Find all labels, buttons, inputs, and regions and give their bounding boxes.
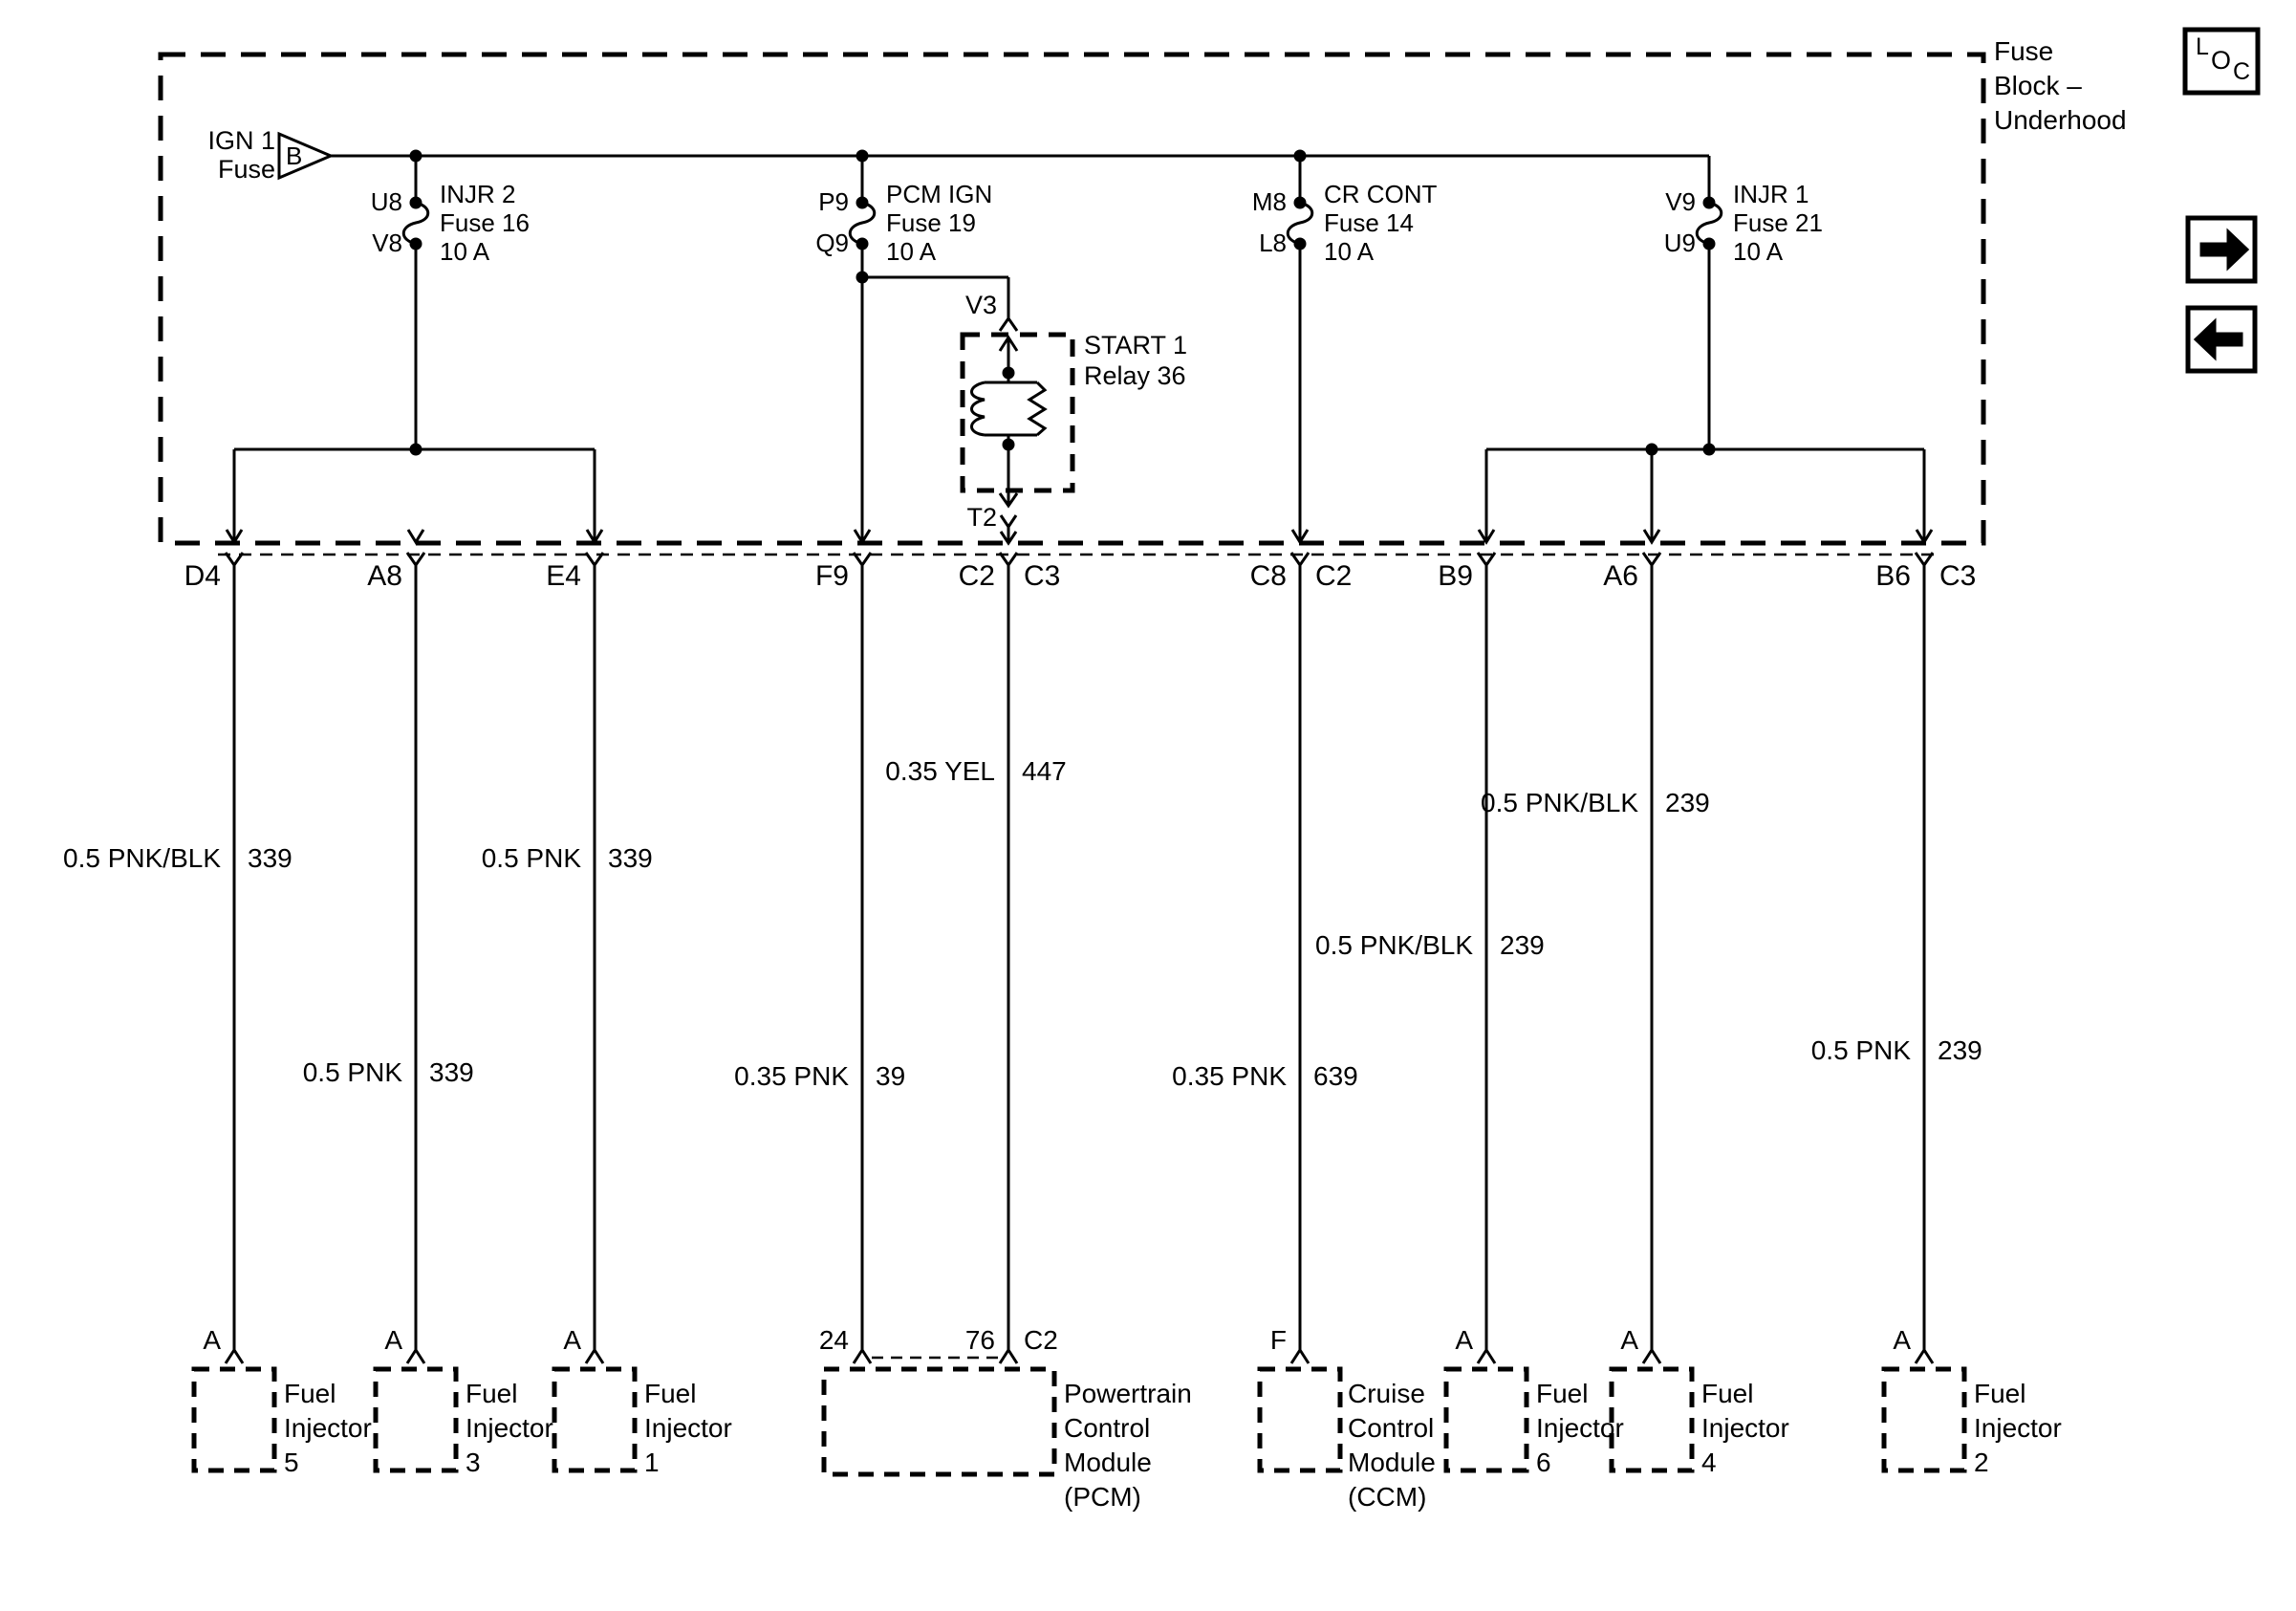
fuse-injr1-bottom-terminal: U9 <box>1663 229 1696 257</box>
fuse-injr1-number: Fuse 21 <box>1733 208 1823 237</box>
circuit-wires <box>234 565 1924 1350</box>
relay-name-line2: Relay 36 <box>1084 361 1186 390</box>
fuse-injr2-name: INJR 2 <box>440 180 516 208</box>
connector-label-c2-right: C2 <box>1315 560 1353 592</box>
wire-circuit-d4: 339 <box>248 843 292 873</box>
label-line: Fuel <box>644 1379 697 1408</box>
wire-circuit-b9: 239 <box>1500 930 1545 960</box>
wire-circuit-yel: 447 <box>1022 756 1067 786</box>
wire-circuit-c8: 639 <box>1313 1061 1358 1091</box>
pcm-box <box>824 1369 1054 1474</box>
wire-circuit-f9: 39 <box>876 1061 906 1091</box>
wire-circuit-a6: 239 <box>1665 788 1710 817</box>
fuel-injector-1-box <box>554 1369 635 1470</box>
label-line: Control <box>1064 1413 1151 1443</box>
label-line: Injector <box>644 1413 732 1443</box>
fuel-injector-5-label <box>284 1377 372 1480</box>
wire-spec-f9: 0.35 PNK <box>734 1061 849 1091</box>
power-feed-terminal: B <box>286 142 303 170</box>
pin-pcm-24: 24 <box>818 1325 849 1355</box>
fuel-injector-6-label <box>1536 1377 1624 1480</box>
connector-label-a6: A6 <box>1603 560 1638 592</box>
wire-spec-a6: 0.5 PNK/BLK <box>1481 788 1638 817</box>
prev-page-button[interactable] <box>2188 308 2255 371</box>
fuse-cr-cont-number: Fuse 14 <box>1324 208 1414 237</box>
relay-bottom-connector-label: T2 <box>966 503 997 532</box>
fuel-injector-6-box <box>1446 1369 1527 1470</box>
fuse-block-label-line1: Fuse <box>1994 36 2054 66</box>
pcm-label <box>1064 1377 1192 1514</box>
label-line: Injector <box>1701 1413 1789 1443</box>
fuse-injr2-symbol <box>403 156 428 449</box>
connector-label-c8: C8 <box>1249 560 1287 592</box>
fuse-injr2-top-terminal: U8 <box>370 187 402 216</box>
fuse-pcm-ign-rating: 10 A <box>886 237 937 266</box>
fuse-cr-cont-bottom-terminal: L8 <box>1259 229 1287 257</box>
ccm-box <box>1260 1369 1340 1470</box>
label-line: Fuel <box>1701 1379 1754 1408</box>
fuse-cr-cont-top-terminal: M8 <box>1251 187 1287 216</box>
fuel-injector-1-label <box>644 1377 732 1480</box>
connector-label-d4: D4 <box>184 560 221 592</box>
component-terminals <box>226 1350 1933 1363</box>
fuse-injr2-rating: 10 A <box>440 237 490 266</box>
next-page-button[interactable] <box>2188 218 2255 281</box>
pin-injector2: A <box>1893 1325 1911 1355</box>
label-line: Fuel <box>466 1379 518 1408</box>
label-line: 4 <box>1701 1448 1717 1477</box>
fuse-injr1-name: INJR 1 <box>1733 180 1809 208</box>
fuse-pcm-ign-bottom-terminal: Q9 <box>815 229 849 257</box>
connector-label-b6: B6 <box>1875 560 1911 592</box>
pin-injector5: A <box>203 1325 221 1355</box>
pin-pcm-76: 76 <box>964 1325 995 1355</box>
relay-resistor-icon <box>1029 382 1045 435</box>
label-line: Injector <box>466 1413 553 1443</box>
right-branch-wires <box>1486 445 1924 542</box>
wire-circuit-b6: 239 <box>1938 1035 1982 1065</box>
fuse-injr1-symbol <box>1697 156 1722 449</box>
fuse-block-label-line3: Underhood <box>1994 105 2127 135</box>
fuse-cr-cont-name: CR CONT <box>1324 180 1438 208</box>
label-line: Module <box>1348 1448 1436 1477</box>
pin-injector3: A <box>384 1325 402 1355</box>
arrow-left-icon <box>2196 321 2242 358</box>
fuel-injector-2-box <box>1884 1369 1964 1470</box>
connector-label-a8: A8 <box>367 560 402 592</box>
label-line: Cruise <box>1348 1379 1425 1408</box>
power-feed-label-line2: Fuse <box>217 155 275 184</box>
wire-spec-a8: 0.5 PNK <box>302 1057 402 1087</box>
wire-spec-c8: 0.35 PNK <box>1172 1061 1287 1091</box>
left-branch-wires <box>234 445 595 542</box>
label-line: 6 <box>1536 1448 1551 1477</box>
label-line: Injector <box>1974 1413 2062 1443</box>
fuse-block-label-line2: Block – <box>1994 71 2082 100</box>
wire-spec-yel: 0.35 YEL <box>885 756 995 786</box>
label-line: 2 <box>1974 1448 1989 1477</box>
fuel-injector-3-box <box>376 1369 456 1470</box>
fuse-pcm-ign-name: PCM IGN <box>886 180 993 208</box>
label-line: Injector <box>284 1413 372 1443</box>
relay-top-connector-label: V3 <box>964 291 997 319</box>
power-feed-label-line1: IGN 1 <box>207 126 275 155</box>
relay-coil-icon <box>972 382 986 435</box>
fuse-injr2-bottom-terminal: V8 <box>372 229 402 257</box>
ccm-label <box>1348 1377 1436 1514</box>
connector-label-c3-right: C3 <box>1024 560 1061 592</box>
fuse-pcm-ign-symbol <box>850 156 875 542</box>
connector-label-c3-far-right: C3 <box>1939 560 1977 592</box>
relay-name-line1: START 1 <box>1084 331 1188 359</box>
wire-spec-d4: 0.5 PNK/BLK <box>63 843 221 873</box>
loc-icon-letter-o: O <box>2211 46 2232 75</box>
arrow-right-icon <box>2201 231 2247 268</box>
label-line: 3 <box>466 1448 481 1477</box>
connector-label-c2-left: C2 <box>958 560 995 592</box>
label-line: (PCM) <box>1064 1482 1141 1512</box>
fuel-injector-5-box <box>194 1369 274 1470</box>
loc-icon-letter-c: C <box>2233 58 2251 85</box>
pin-ccm-f: F <box>1269 1325 1287 1355</box>
wire-spec-b6: 0.5 PNK <box>1810 1035 1911 1065</box>
fuse-injr1-rating: 10 A <box>1733 237 1784 266</box>
connector-label-f9: F9 <box>814 560 849 592</box>
pin-pcm-c2: C2 <box>1024 1325 1058 1355</box>
fuse-cr-cont-symbol <box>1288 156 1312 542</box>
wire-spec-b9: 0.5 PNK/BLK <box>1315 930 1473 960</box>
label-line: Powertrain <box>1064 1379 1192 1408</box>
label-line: Fuel <box>284 1379 336 1408</box>
pin-injector1: A <box>563 1325 581 1355</box>
fuse-injr1-top-terminal: V9 <box>1665 187 1696 216</box>
fuel-injector-4-label <box>1701 1377 1789 1480</box>
wire-circuit-e4: 339 <box>608 843 653 873</box>
label-line: Fuel <box>1536 1379 1589 1408</box>
fuse-injr2-number: Fuse 16 <box>440 208 530 237</box>
loc-icon-letter-l: L <box>2196 33 2209 60</box>
fuel-injector-3-label <box>466 1377 553 1480</box>
wire-circuit-a8: 339 <box>429 1057 474 1087</box>
power-feed-symbol <box>279 134 1709 178</box>
label-line: Control <box>1348 1413 1435 1443</box>
label-line: (CCM) <box>1348 1482 1427 1512</box>
label-line: Module <box>1064 1448 1152 1477</box>
pin-injector6: A <box>1455 1325 1473 1355</box>
connector-label-b9: B9 <box>1438 560 1473 592</box>
connector-label-e4: E4 <box>546 560 581 592</box>
label-line: Injector <box>1536 1413 1624 1443</box>
pin-injector4: A <box>1620 1325 1638 1355</box>
fuse-block-connector-row <box>226 530 1933 565</box>
fuse-pcm-ign-number: Fuse 19 <box>886 208 976 237</box>
fuse-cr-cont-rating: 10 A <box>1324 237 1375 266</box>
label-line: 5 <box>284 1448 299 1477</box>
label-line: 1 <box>644 1448 660 1477</box>
label-line: Fuel <box>1974 1379 2026 1408</box>
fuel-injector-2-label <box>1974 1377 2062 1480</box>
wire-spec-e4: 0.5 PNK <box>481 843 581 873</box>
fuse-pcm-ign-top-terminal: P9 <box>818 187 849 216</box>
